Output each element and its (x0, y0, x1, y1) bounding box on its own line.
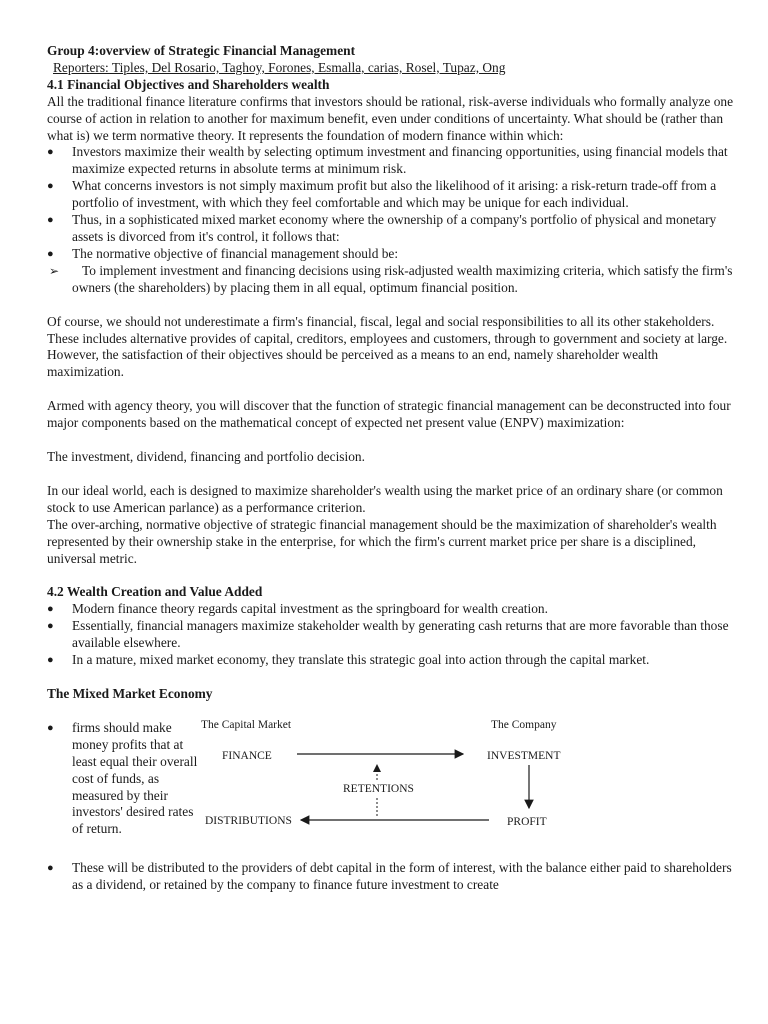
bullet-icon: ● (47, 603, 54, 616)
reporters-line: Reporters: Tiples, Del Rosario, Taghoy, Forones, Esmalla, carias, Rosel, Tupaz, Ong (53, 59, 506, 75)
list-item: ● The normative objective of financial management should be: (47, 245, 399, 261)
document-title: Group 4:overview of Strategic Financial Management (47, 43, 356, 58)
overarching-objective-paragraph: The over-arching, normative objective of strategic financial management should be the maximization of shareholder's wealth represented by their ownership stake in the enterprise, for which the firm's current market price per share is a disciplined, universal metric. (47, 516, 717, 566)
capital-market-label: The Capital Market (201, 718, 292, 731)
mixed-market-section (47, 720, 738, 860)
arrow-bullet-icon: ➢ (49, 263, 60, 278)
section-4-1-heading: 4.1 Financial Objectives and Shareholders wealth (47, 76, 330, 92)
bullet-icon: ● (47, 146, 54, 159)
finance-label: FINANCE (222, 749, 272, 762)
bullet-icon: ● (47, 721, 54, 734)
list-item: ● Investors maximize their wealth by selecting optimum investment and financing opportunities, using financial models that maximize expected returns in absolute terms at minimum risk. (47, 144, 728, 177)
ideal-world-paragraph: In our ideal world, each is designed to maximize shareholder's wealth using the market price of an ordinary share (or common stock to use American parlance) as a performance criterion. (47, 482, 723, 515)
bullet-icon: ● (47, 247, 54, 260)
distributions-label: DISTRIBUTIONS (205, 814, 292, 827)
mixed-market-heading: The Mixed Market Economy (47, 686, 213, 701)
list-item: ● These will be distributed to the providers of debt capital in the form of interest, with the balance either paid to shareholders as a dividend, or retained by the company to finance future investment to create (47, 859, 732, 892)
company-label: The Company (491, 718, 557, 731)
intro-paragraph: All the traditional finance literature confirms that investors should be rational, risk-averse individuals who formally analyze one course of action in relation to another for maximum benefit, even under conditions of uncertainty. What should be (rather than what is) we term normative theory. It represents the foundation of modern finance within which: (47, 93, 734, 143)
section-4-2-heading: 4.2 Wealth Creation and Value Added (47, 584, 263, 600)
profit-label: PROFIT (507, 815, 547, 828)
list-item: ● Thus, in a sophisticated mixed market economy where the ownership of a company's portfolio of physical and monetary assets is divorced from it's control, it follows that: (47, 212, 717, 244)
list-item: ● What concerns investors is not simply maximum profit but also the likelihood of it arising: a risk-return trade-off from a portfolio of investment, with which they feel comfortable and which may be unique for each individual. (47, 178, 717, 211)
bullet-icon: ● (47, 180, 54, 193)
arrow-list-item: ➢ To implement investment and financing decisions using risk-adjusted wealth maximizing criteria, which satisfy the firm's owners (the shareholders) by placing them in all equal, optimum financial position. (49, 262, 736, 295)
list-item: ● Essentially, financial managers maximize stakeholder wealth by generating cash returns that are more favorable than those available elsewhere. (47, 618, 729, 651)
capital-market-diagram (197, 716, 617, 834)
retentions-label: RETENTIONS (343, 782, 414, 795)
list-item: ● Modern finance theory regards capital investment as the springboard for wealth creation. (47, 601, 548, 617)
investment-label: INVESTMENT (487, 749, 561, 762)
stakeholders-paragraph: Of course, we should not underestimate a firm's financial, fiscal, legal and social responsibilities to all its other stakeholders. These includes alternative provides of capital, creditors, employees and customers, through to government and society at large. However, the satisfaction of their objectives should be perceived as a means to an end, namely shareholder wealth maximization. (47, 313, 728, 380)
mixed-market-bullet-text: firms should make money profits that at least equal their overall cost of funds, as measured by their investors' desired rates of return. (72, 719, 198, 837)
list-item: ● In a mature, mixed market economy, they translate this strategic goal into action through the capital market. (47, 652, 650, 668)
bullet-icon: ● (47, 620, 54, 633)
agency-theory-paragraph: Armed with agency theory, you will discover that the function of strategic financial management can be deconstructed into four major components based on the mathematical concept of expected net present value (ENPV) maximization: (47, 398, 731, 431)
decisions-paragraph: The investment, dividend, financing and portfolio decision. (47, 449, 365, 465)
bullet-icon: ● (47, 861, 54, 874)
bullet-icon: ● (47, 654, 54, 667)
bullet-icon: ● (47, 214, 54, 227)
